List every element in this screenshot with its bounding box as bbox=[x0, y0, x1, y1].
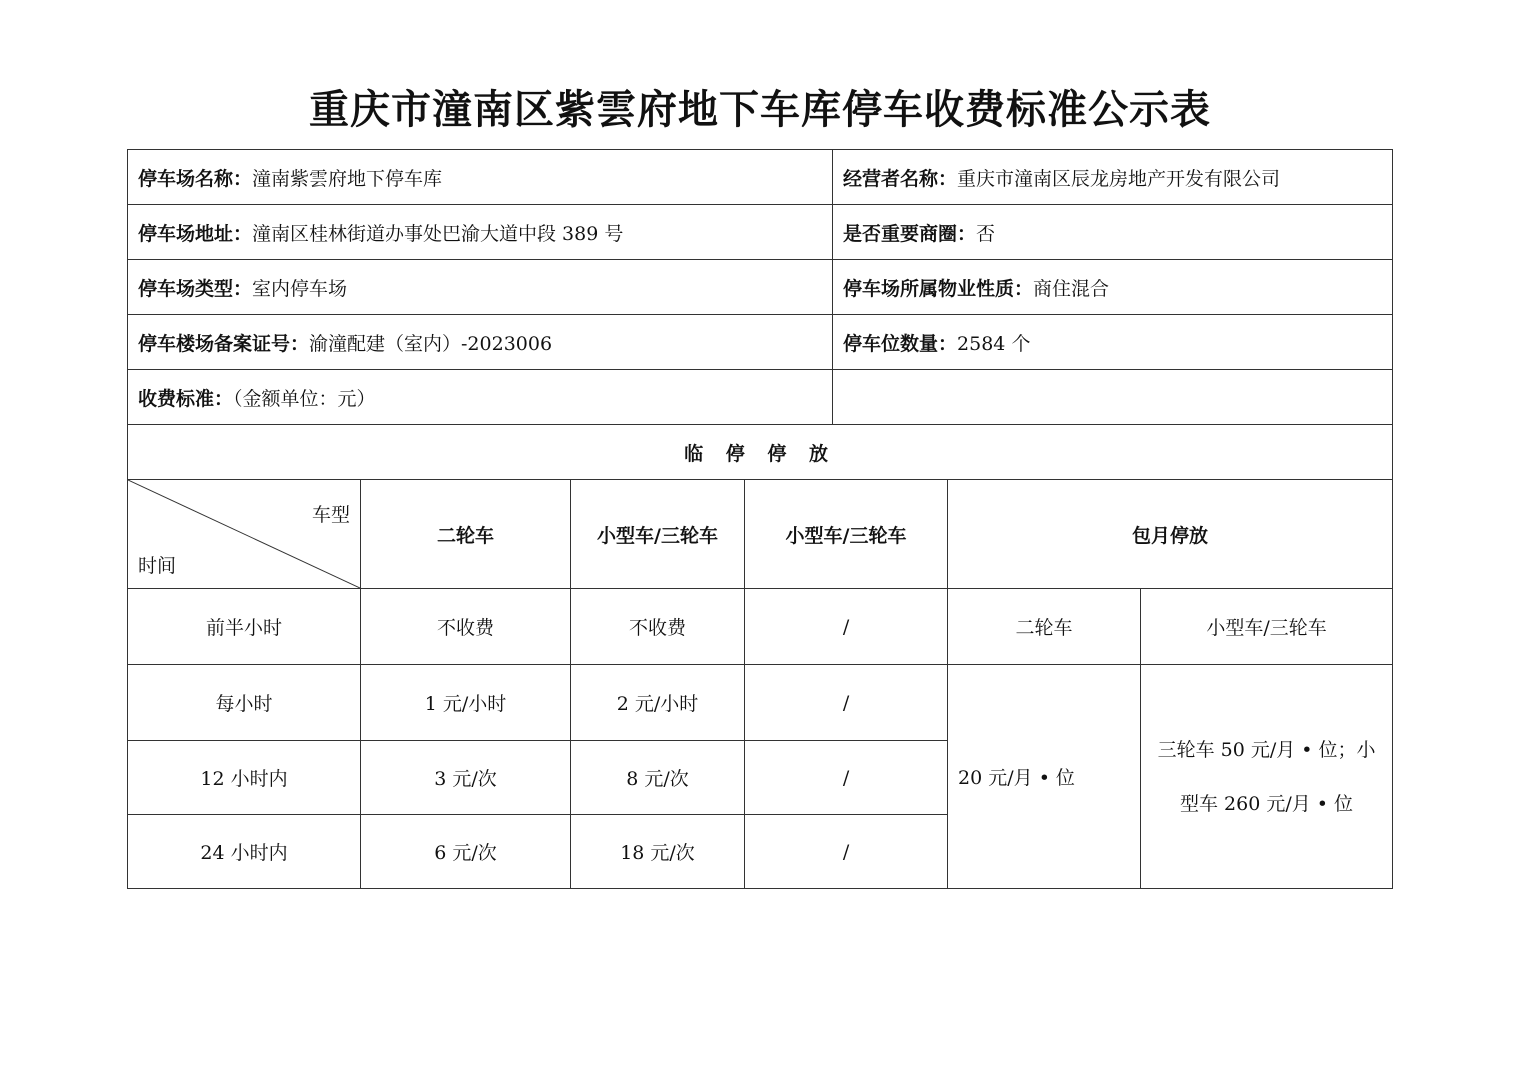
property-label: 停车场所属物业性质： bbox=[843, 277, 1034, 300]
address-label: 停车场地址： bbox=[138, 222, 253, 245]
spaces-label: 停车位数量： bbox=[843, 332, 958, 355]
two-wheel-fee: 1 元/小时 bbox=[361, 665, 571, 741]
time-cell: 24 小时内 bbox=[128, 815, 361, 889]
property-value: 商住混合 bbox=[1033, 277, 1110, 300]
monthly-sub-small-car: 小型车/三轮车 bbox=[1141, 589, 1393, 665]
section-title: 临 停 停 放 bbox=[128, 425, 1393, 480]
small-car-fee: 18 元/次 bbox=[571, 815, 745, 889]
time-cell: 每小时 bbox=[128, 665, 361, 741]
type-label: 停车场类型： bbox=[138, 277, 253, 300]
spaces-value: 2584 个 bbox=[957, 332, 1031, 355]
parking-name-value: 潼南紫雲府地下停车库 bbox=[252, 167, 443, 190]
page-title: 重庆市潼南区紫雲府地下车库停车收费标准公示表 bbox=[309, 86, 1211, 133]
small-car-fee: 2 元/小时 bbox=[571, 665, 745, 741]
record-value: 渝潼配建（室内）-2023006 bbox=[309, 332, 553, 355]
parking-name-label: 停车场名称： bbox=[138, 167, 253, 190]
type-cell bbox=[128, 260, 833, 315]
operator-cell bbox=[833, 150, 1393, 205]
district-label: 是否重要商圈： bbox=[843, 222, 977, 245]
small-car-2-fee: / bbox=[745, 665, 948, 741]
operator-value: 重庆市潼南区辰龙房地产开发有限公司 bbox=[957, 167, 1281, 190]
small-car-2-fee: / bbox=[745, 815, 948, 889]
header-two-wheel: 二轮车 bbox=[361, 480, 571, 589]
table-row bbox=[128, 589, 1393, 665]
info-row-address bbox=[128, 205, 1393, 260]
small-car-2-fee: / bbox=[745, 741, 948, 815]
empty-cell bbox=[833, 370, 1393, 425]
small-car-2-fee: / bbox=[745, 589, 948, 665]
table-row bbox=[128, 665, 1393, 741]
corner-time: 时间 bbox=[138, 555, 177, 577]
monthly-sub-two-wheel: 二轮车 bbox=[948, 589, 1141, 665]
info-row-type bbox=[128, 260, 1393, 315]
operator-label: 经营者名称： bbox=[843, 167, 958, 190]
property-cell bbox=[833, 260, 1393, 315]
small-car-fee: 8 元/次 bbox=[571, 741, 745, 815]
time-cell: 12 小时内 bbox=[128, 741, 361, 815]
two-wheel-fee: 6 元/次 bbox=[361, 815, 571, 889]
record-label: 停车楼场备案证号： bbox=[138, 332, 310, 355]
monthly-two-wheel-fee: 20 元/月 • 位 bbox=[948, 665, 1141, 889]
type-value: 室内停车场 bbox=[252, 277, 348, 300]
info-row-record bbox=[128, 315, 1393, 370]
district-value: 否 bbox=[976, 222, 996, 245]
small-car-fee: 不收费 bbox=[571, 589, 745, 665]
corner-header bbox=[128, 480, 361, 589]
address-cell bbox=[128, 205, 833, 260]
address-value: 潼南区桂林街道办事处巴渝大道中段 389 号 bbox=[252, 222, 624, 245]
header-small-car: 小型车/三轮车 bbox=[571, 480, 745, 589]
time-cell: 前半小时 bbox=[128, 589, 361, 665]
section-row bbox=[128, 425, 1393, 480]
fee-table bbox=[127, 149, 1393, 889]
two-wheel-fee: 3 元/次 bbox=[361, 741, 571, 815]
corner-vehicle-type: 车型 bbox=[311, 504, 350, 526]
fee-standard-value: （金额单位：元） bbox=[233, 387, 376, 410]
fee-standard-label: 收费标准： bbox=[138, 387, 234, 410]
info-row-name bbox=[128, 150, 1393, 205]
monthly-small-car-fee: 三轮车 50 元/月 • 位；小型车 260 元/月 • 位 bbox=[1141, 665, 1393, 889]
header-small-car-2: 小型车/三轮车 bbox=[745, 480, 948, 589]
info-row-fee bbox=[128, 370, 1393, 425]
parking-name-cell bbox=[128, 150, 833, 205]
spaces-cell bbox=[833, 315, 1393, 370]
two-wheel-fee: 不收费 bbox=[361, 589, 571, 665]
header-monthly: 包月停放 bbox=[948, 480, 1393, 589]
district-cell bbox=[833, 205, 1393, 260]
header-row bbox=[128, 480, 1393, 589]
fee-standard-cell bbox=[128, 370, 833, 425]
record-cell bbox=[128, 315, 833, 370]
